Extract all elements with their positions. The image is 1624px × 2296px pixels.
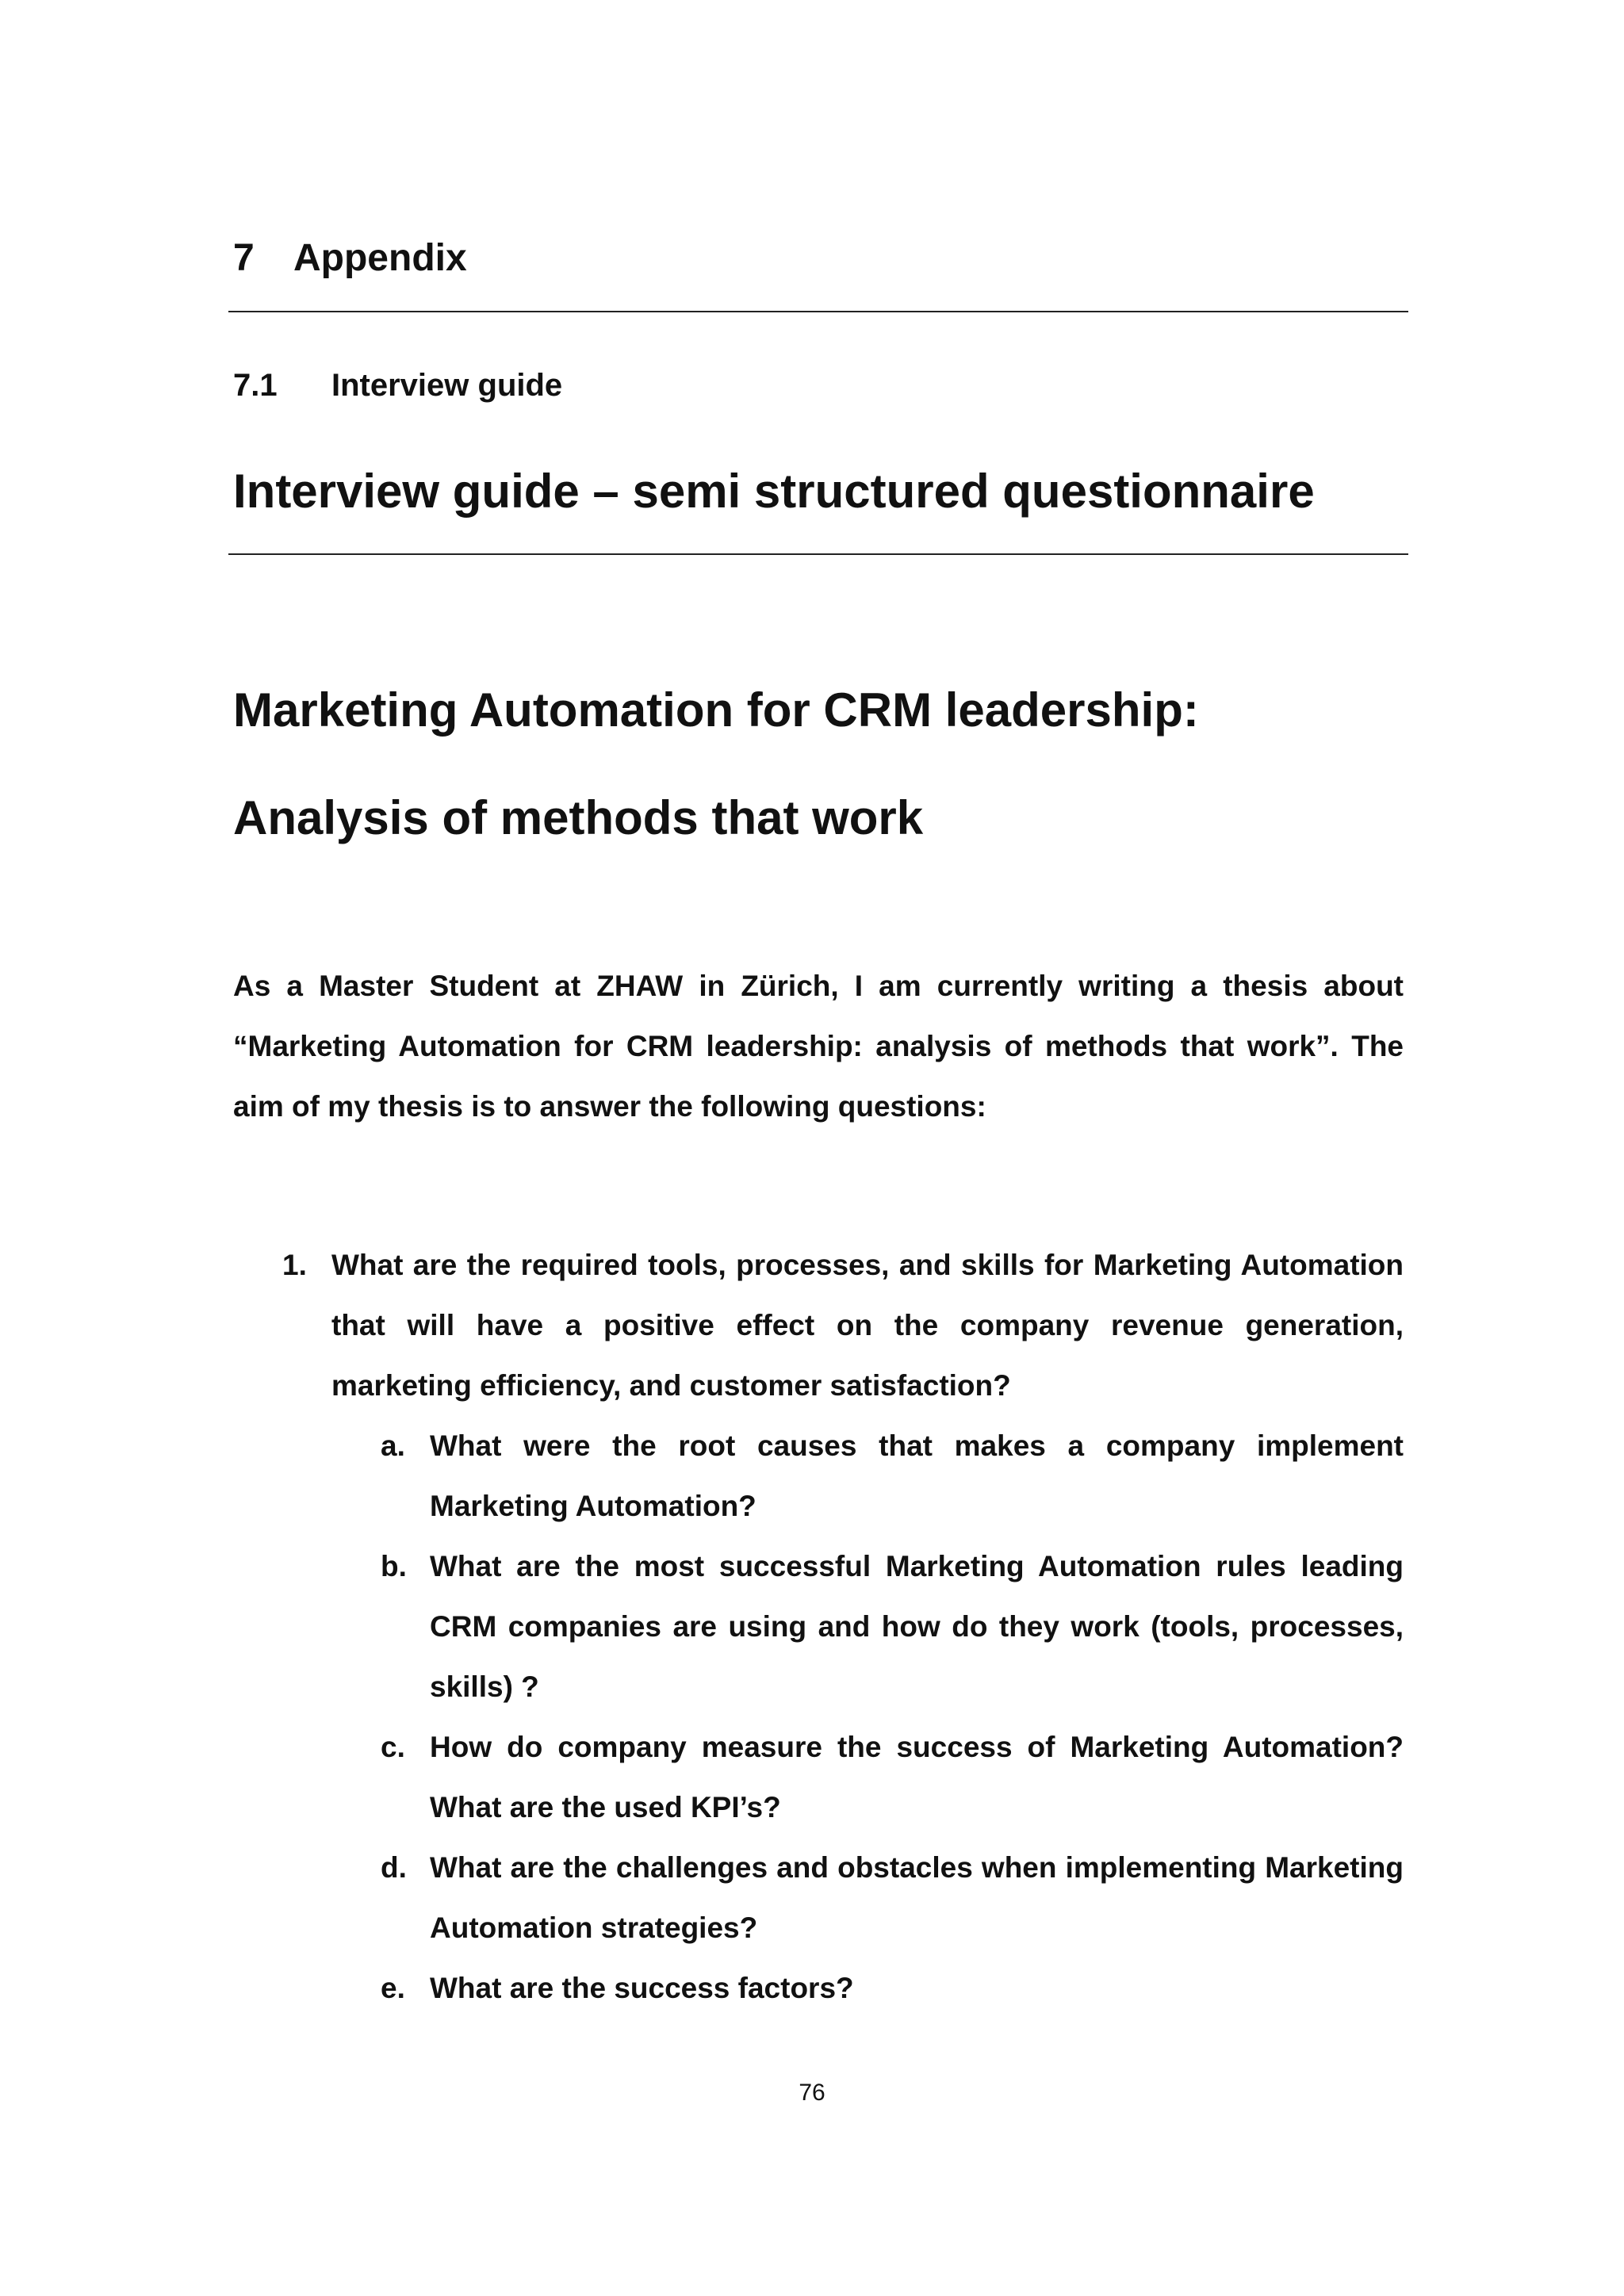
intro-paragraph: As a Master Student at ZHAW in Zürich, I am currently writing a thesis about “Marketing Automation for CRM leadership: analysis of methods that work”. The aim of my thesis is to answer the following questions: [233, 970, 1404, 1123]
page-number: 76 [799, 2080, 825, 2106]
sub-question-d [381, 1838, 1404, 1958]
section-title: Interview guide [331, 368, 563, 403]
sub-question-marker: b. [381, 1550, 407, 1582]
chapter-rule [228, 311, 1408, 312]
chapter-heading [233, 235, 467, 282]
sub-question-text: What were the root causes that makes a company implement Marketing Automation? [430, 1429, 1404, 1522]
chapter-title: Appendix [293, 237, 467, 279]
question-marker: 1. [282, 1249, 307, 1281]
sub-question-marker: a. [381, 1429, 405, 1462]
section-number: 7.1 [233, 368, 278, 403]
guide-title-rule [228, 553, 1408, 555]
sub-question-list [233, 1416, 1404, 2019]
question-text: What are the required tools, processes, and skills for Marketing Automation that will have a positive effect on the company revenue generation, marketing efficiency, and customer satisfaction? [331, 1249, 1404, 1402]
guide-title: Interview guide – semi structured questionnaire [233, 465, 1315, 518]
chapter-number: 7 [233, 237, 255, 279]
sub-question-text: What are the challenges and obstacles when implementing Marketing Automation strategies? [430, 1851, 1404, 1944]
thesis-title-line-1: Marketing Automation for CRM leadership: [233, 683, 1199, 737]
research-question-1 [233, 1235, 1404, 1416]
sub-question-c [381, 1717, 1404, 1838]
sub-question-marker: d. [381, 1851, 407, 1884]
sub-question-text: How do company measure the success of Marketing Automation? What are the used KPI’s? [430, 1731, 1404, 1823]
sub-question-text: What are the most successful Marketing Automation rules leading CRM companies are using and how do they work (tools, processes, skills) ? [430, 1550, 1404, 1703]
section-heading [233, 365, 562, 406]
sub-question-e [381, 1958, 1404, 2019]
sub-question-a [381, 1416, 1404, 1536]
sub-question-b [381, 1536, 1404, 1717]
sub-question-marker: c. [381, 1731, 405, 1763]
sub-question-marker: e. [381, 1972, 405, 2004]
sub-question-text: What are the success factors? [430, 1972, 854, 2004]
thesis-title-line-2: Analysis of methods that work [233, 791, 924, 844]
